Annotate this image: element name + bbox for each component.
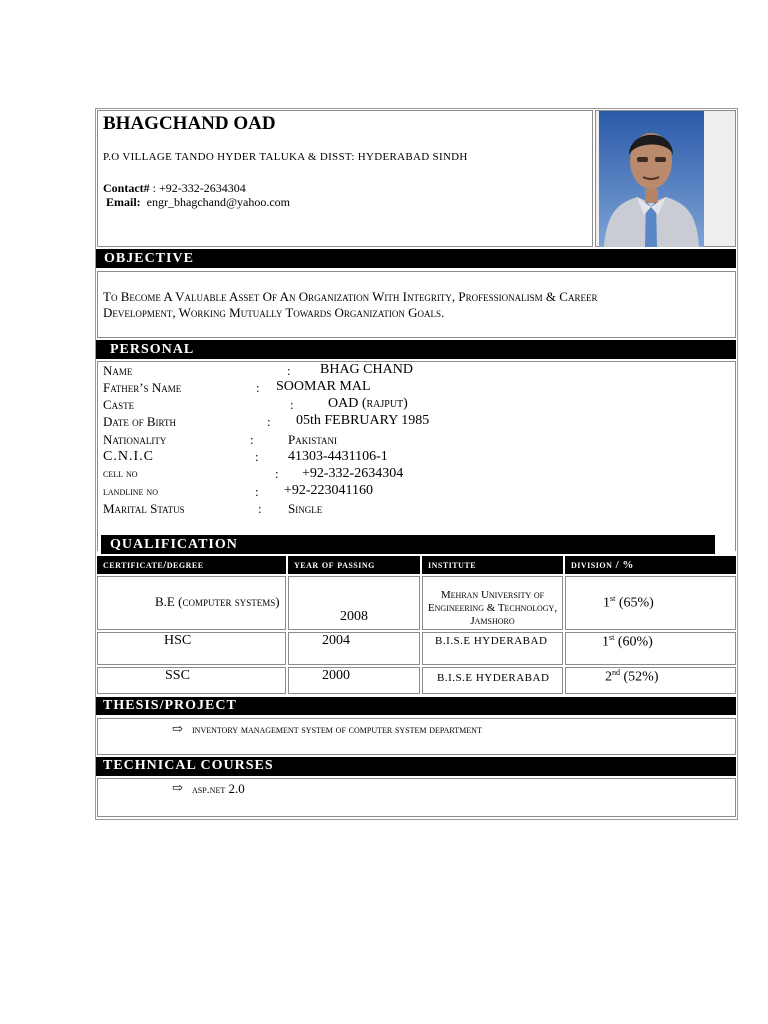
courses-item bbox=[192, 781, 245, 797]
personal-value: Pakistani bbox=[288, 432, 338, 447]
table-cell bbox=[288, 667, 420, 694]
certificate-hsc: HSC bbox=[164, 633, 192, 648]
personal-colon: : bbox=[267, 414, 271, 429]
contact-line bbox=[103, 181, 246, 196]
year-ssc: 2000 bbox=[322, 668, 350, 683]
personal-value: +92-223041160 bbox=[284, 483, 374, 498]
courses-item-version: 2.0 bbox=[225, 781, 245, 796]
year-hsc: 2004 bbox=[322, 633, 350, 648]
objective-line-2: Development, Working Mutually Towards Organization Goals. bbox=[103, 305, 445, 320]
objective-bar bbox=[96, 249, 736, 268]
thesis-item: inventory management system of computer system department bbox=[192, 724, 482, 736]
table-header-division: division / % bbox=[565, 556, 736, 574]
thesis-title: THESIS/PROJECT bbox=[103, 698, 237, 713]
table-cell bbox=[288, 632, 420, 665]
courses-item-prefix: asp.net bbox=[192, 782, 226, 796]
personal-colon: : bbox=[255, 484, 259, 499]
arrow-right-icon: ⇨ bbox=[172, 780, 183, 795]
personal-colon: : bbox=[256, 380, 260, 395]
thesis-bar bbox=[96, 697, 736, 715]
objective-title: OBJECTIVE bbox=[104, 251, 194, 266]
table-cell bbox=[97, 667, 286, 694]
qualification-bar bbox=[101, 535, 715, 554]
table-cell bbox=[97, 632, 286, 665]
personal-label: Caste bbox=[103, 397, 135, 412]
personal-value: 05th FEBRUARY 1985 bbox=[296, 413, 430, 428]
personal-label: Marital Status bbox=[103, 501, 185, 516]
personal-colon: : bbox=[250, 432, 254, 447]
personal-value: +92-332-2634304 bbox=[302, 466, 404, 481]
personal-colon: : bbox=[290, 397, 294, 412]
certificate-ssc: SSC bbox=[165, 668, 190, 683]
courses-bar bbox=[96, 757, 736, 776]
personal-label: cell no bbox=[103, 466, 138, 480]
table-header-institute: institute bbox=[422, 556, 563, 574]
institute-hsc: B.I.S.E HYDERABAD bbox=[435, 635, 548, 647]
personal-colon: : bbox=[275, 466, 279, 481]
email-label: Email: bbox=[106, 195, 141, 209]
certificate-be: B.E (computer systems) bbox=[155, 594, 280, 609]
courses-title: TECHNICAL COURSES bbox=[103, 758, 274, 773]
personal-label: Nationality bbox=[103, 432, 167, 447]
division-be: 1st (65%) bbox=[603, 594, 654, 611]
personal-value: SOOMAR MAL bbox=[276, 379, 371, 394]
arrow-right-icon: ⇨ bbox=[172, 721, 183, 736]
personal-value: Single bbox=[288, 501, 323, 516]
qualification-title: QUALIFICATION bbox=[110, 537, 238, 552]
objective-line-1: To Become A Valuable Asset Of An Organization With Integrity, Professionalism & Career bbox=[103, 289, 598, 304]
division-hsc: 1st (60%) bbox=[602, 633, 653, 650]
personal-label: C.N.I.C bbox=[103, 449, 154, 464]
personal-colon: : bbox=[255, 449, 259, 464]
year-be: 2008 bbox=[340, 609, 368, 624]
personal-label: Father’s Name bbox=[103, 380, 182, 395]
personal-value: OAD (rajput) bbox=[328, 396, 408, 411]
personal-value: 41303-4431106-1 bbox=[288, 449, 388, 464]
institute-be: Mehran University of Engineering & Technology, Jamshoro bbox=[427, 589, 558, 627]
profile-photo bbox=[599, 111, 704, 247]
contact-label: Contact# bbox=[103, 181, 150, 195]
email-line bbox=[106, 195, 290, 210]
personal-title: PERSONAL bbox=[110, 342, 195, 357]
email-value: engr_bhagchand@yahoo.com bbox=[146, 195, 291, 209]
personal-label: Date of Birth bbox=[103, 414, 177, 429]
personal-label: Name bbox=[103, 363, 133, 378]
table-header-year: year of passing bbox=[288, 556, 420, 574]
address: P.O VILLAGE TANDO HYDER TALUKA & DISST: HYDERABAD SINDH bbox=[103, 151, 468, 163]
institute-ssc: B.I.S.E HYDERABAD bbox=[437, 672, 550, 684]
personal-label: landline no bbox=[103, 484, 158, 498]
table-header-certificate: certificate/degree bbox=[97, 556, 286, 574]
candidate-name: BHAGCHAND OAD bbox=[103, 113, 276, 134]
personal-box bbox=[97, 361, 736, 551]
personal-value: BHAG CHAND bbox=[320, 362, 413, 377]
personal-colon: : bbox=[287, 363, 291, 378]
division-ssc: 2nd (52%) bbox=[605, 668, 659, 685]
contact-value: : +92-332-2634304 bbox=[149, 181, 246, 195]
personal-bar bbox=[96, 340, 736, 359]
personal-colon: : bbox=[258, 501, 262, 516]
